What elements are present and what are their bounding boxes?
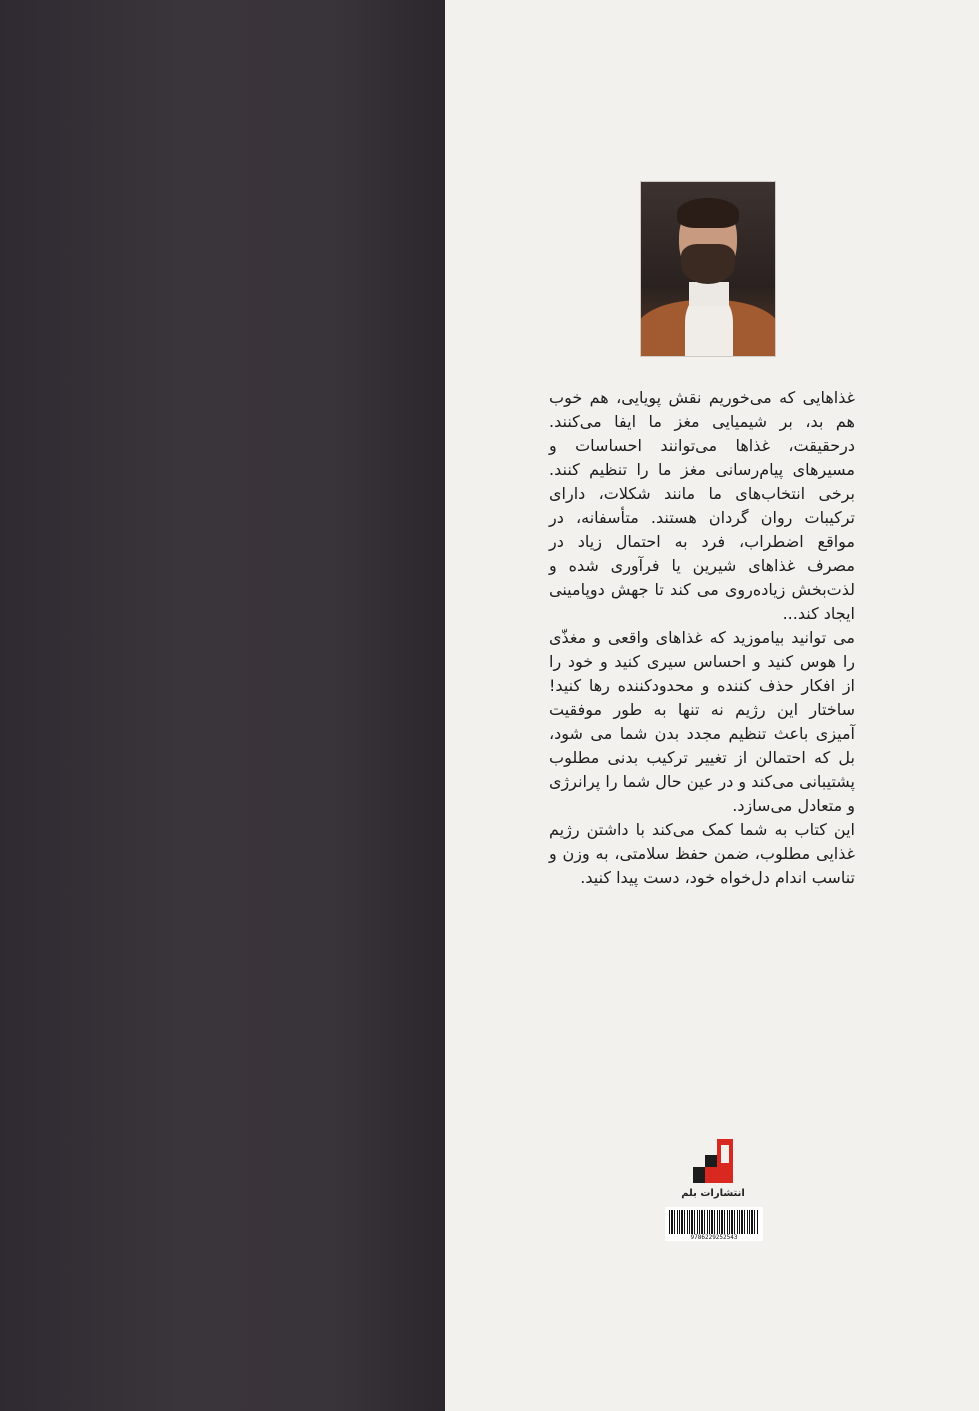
blurb-paragraph-1: غذاهایی که می‌خوریم نقش پویایی، هم خوب هم بد، بر شیمیایی مغز ما ایفا می‌کنند. درحقیقت، غذاها می‌توانند احساسات و مسیرهای پیام‌رسانی مغز ما را تنظیم کنند. برخی انتخاب‌های ما مانند شکلات، دارای ترکیبات روان گردان هستند. متأسفانه، در مواقع اضطراب، فرد به احتمال زیاد در مصرف غذاهای شیرین یا فرآوری شده و لذت‌بخش زیاده‌روی می کند تا جهش دوپامینی ایجاد کند... [549, 388, 855, 623]
book-spine-panel [0, 0, 445, 1411]
author-neck [689, 282, 729, 306]
blurb-text [549, 386, 855, 890]
blurb-paragraph-3: این کتاب به شما کمک می‌کند با داشتن رژیم غذایی مطلوب، ضمن حفظ سلامتی، به وزن و تناسب اندام دل‌خواه خود، دست پیدا کنید. [549, 820, 855, 887]
barcode-bars [669, 1210, 759, 1234]
blurb-paragraph-2: می توانید بیاموزید که غذاهای واقعی و مغذّی را هوس کنید و احساس سیری کنید و خود را از افکار حذف کننده و محدودکننده رها کنید! ساختار این رژیم نه تنها به طور موفقیت آمیزی باعث تنظیم مجدد بدن شما می شود، بل که احتمالن از تغییر ترکیب بدنی مطلوب پشتیبانی می‌کند و در عین حال شما را پرانرژی و متعادل می‌سازد. [549, 628, 855, 815]
isbn-barcode [665, 1207, 763, 1241]
author-hair [677, 198, 739, 228]
author-photo [641, 182, 775, 356]
publisher-name: انتشارات بلم [681, 1188, 745, 1199]
isbn-number: 9786229252543 [690, 1234, 738, 1241]
author-beard [681, 244, 735, 284]
publisher-logo-icon [683, 1137, 743, 1185]
